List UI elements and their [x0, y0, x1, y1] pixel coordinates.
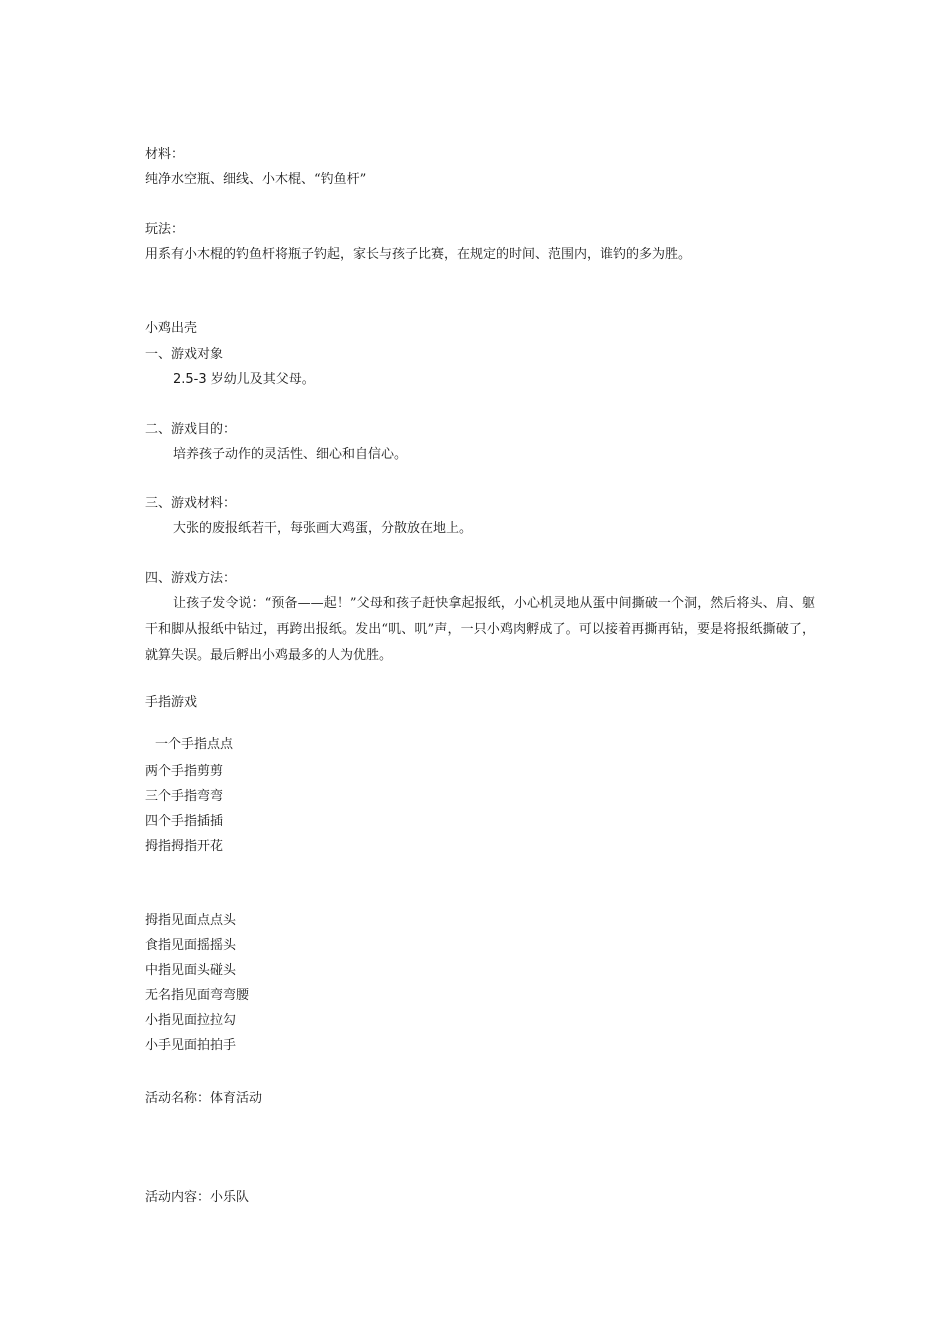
target-age: 2.5-3	[173, 372, 207, 387]
game-materials-text: 大张的废报纸若干，每张画大鸡蛋，分散放在地上。	[173, 521, 473, 536]
verse2-line: 小指见面拉拉勾	[145, 1013, 237, 1028]
target-text: 岁幼儿及其父母。	[206, 372, 315, 387]
target-line	[173, 371, 315, 389]
verse1-line: 两个手指剪剪	[145, 764, 224, 779]
verse1-line: 拇指拇指开花	[145, 839, 224, 854]
verse2-line: 拇指见面点点头	[145, 913, 237, 928]
materials-heading: 材料：	[145, 147, 185, 162]
target-heading: 一、游戏对象	[145, 347, 224, 362]
game-materials-heading: 三、游戏材料：	[145, 496, 237, 511]
verse2-line: 小手见面拍拍手	[145, 1038, 237, 1053]
verse1-line: 三个手指弯弯	[145, 789, 224, 804]
verse1-line: 一个手指点点	[155, 737, 234, 752]
materials-text: 纯净水空瓶、细线、小木棍、“钓鱼杆”	[145, 172, 367, 187]
verse2-line: 中指见面头碰头	[145, 963, 237, 978]
verse2-line: 无名指见面弯弯腰	[145, 988, 250, 1003]
method-heading: 四、游戏方法：	[145, 571, 237, 586]
finger-game-title: 手指游戏	[145, 695, 198, 710]
activity-name: 活动名称：体育活动	[145, 1091, 263, 1106]
verse1-line: 四个手指插插	[145, 814, 224, 829]
play-text: 用系有小木棍的钓鱼杆将瓶子钓起，家长与孩子比赛，在规定的时间、范围内，谁钓的多为胜。	[145, 247, 692, 262]
purpose-text: 培养孩子动作的灵活性、细心和自信心。	[173, 447, 408, 462]
play-heading: 玩法：	[145, 222, 185, 237]
method-text: 让孩子发令说：“预备——起！”父母和孩子赶快拿起报纸，小心机灵地从蛋中间撕破一个洞，然后将头、肩、躯干和脚从报纸中钻过，再跨出报纸。发出“叽、叽”声，一只小鸡肉孵成了。可以接着再撕再钻，要是将报纸撕破了，就算失误。最后孵出小鸡最多的人为优胜。	[145, 596, 815, 663]
purpose-heading: 二、游戏目的：	[145, 422, 237, 437]
verse2-line: 食指见面摇摇头	[145, 938, 237, 953]
activity-content: 活动内容：小乐队	[145, 1190, 250, 1205]
chick-game-title: 小鸡出壳	[145, 321, 198, 336]
